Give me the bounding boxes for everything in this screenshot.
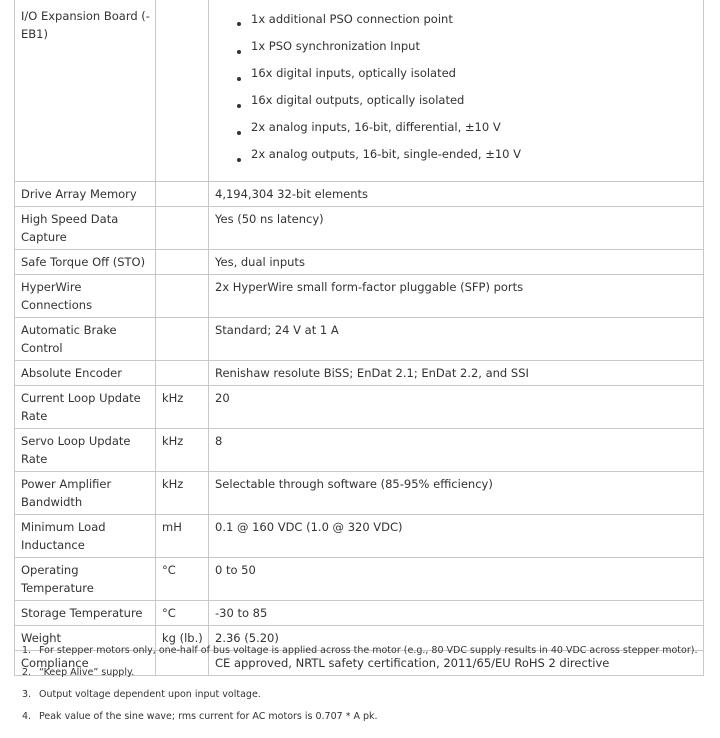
- value-cell: Renishaw resolute BiSS; EnDat 2.1; EnDat 2.2, and SSI: [209, 361, 704, 386]
- value-cell: -30 to 85: [209, 601, 704, 626]
- unit-cell: [156, 318, 209, 361]
- table-row: [15, 250, 704, 275]
- unit-cell: kHz: [156, 472, 209, 515]
- parameter-cell: I/O Expansion Board (-EB1): [15, 0, 156, 182]
- value-cell: CE approved, NRTL safety certification, 2011/65/EU RoHS 2 directive: [209, 651, 704, 676]
- table-row: [15, 558, 704, 601]
- parameter-cell: Drive Array Memory: [15, 182, 156, 207]
- footnotes-list: [22, 642, 697, 730]
- footnote-number: 1.: [22, 645, 32, 656]
- unit-cell: °C: [156, 558, 209, 601]
- table-row: [15, 0, 704, 182]
- parameter-cell: Compliance: [15, 651, 156, 676]
- value-cell: Yes (50 ns latency): [209, 207, 704, 250]
- value-cell: 2x HyperWire small form-factor pluggable (SFP) ports: [209, 275, 704, 318]
- unit-cell: mH: [156, 515, 209, 558]
- footnote-number: 2.: [22, 667, 32, 678]
- table-row: [15, 601, 704, 626]
- unit-cell: kHz: [156, 429, 209, 472]
- parameter-cell: High Speed Data Capture: [15, 207, 156, 250]
- value-cell: 2.36 (5.20): [209, 626, 704, 651]
- list-item: 2x analog inputs, 16-bit, differential, ±10 V: [237, 118, 698, 145]
- footnote: [22, 642, 697, 664]
- parameter-cell: Weight: [15, 626, 156, 651]
- specifications-table: [14, 0, 704, 676]
- table-row: [15, 318, 704, 361]
- unit-cell: kHz: [156, 386, 209, 429]
- list-item: 16x digital outputs, optically isolated: [237, 91, 698, 118]
- parameter-cell: Current Loop Update Rate: [15, 386, 156, 429]
- footnote-text: Output voltage dependent upon input voltage.: [39, 689, 261, 700]
- value-cell: Yes, dual inputs: [209, 250, 704, 275]
- table-row: [15, 472, 704, 515]
- table-row: [15, 429, 704, 472]
- bullet-icon: [237, 104, 241, 108]
- unit-cell: [156, 207, 209, 250]
- footnote: [22, 686, 697, 708]
- unit-cell: [156, 361, 209, 386]
- table-row: [15, 361, 704, 386]
- unit-cell: °C: [156, 601, 209, 626]
- value-cell: 0 to 50: [209, 558, 704, 601]
- list-item: 16x digital inputs, optically isolated: [237, 64, 698, 91]
- unit-cell: [156, 275, 209, 318]
- footnote-number: 3.: [22, 689, 32, 700]
- bullet-icon: [237, 158, 241, 162]
- footnote-number: 4.: [22, 711, 32, 722]
- parameter-cell: Minimum Load Inductance: [15, 515, 156, 558]
- parameter-cell: Absolute Encoder: [15, 361, 156, 386]
- footnote: [22, 708, 697, 730]
- value-cell: 8: [209, 429, 704, 472]
- footnote: [22, 664, 697, 686]
- io-expansion-feature-list: [215, 7, 698, 178]
- bullet-icon: [237, 22, 241, 26]
- list-item: 2x analog outputs, 16-bit, single-ended, ±10 V: [237, 145, 698, 172]
- unit-cell: kg (lb.): [156, 626, 209, 651]
- bullet-icon: [237, 50, 241, 54]
- value-cell: [209, 0, 704, 182]
- value-cell: Standard; 24 V at 1 A: [209, 318, 704, 361]
- parameter-cell: Automatic Brake Control: [15, 318, 156, 361]
- parameter-cell: HyperWire Connections: [15, 275, 156, 318]
- parameter-cell: Servo Loop Update Rate: [15, 429, 156, 472]
- bullet-icon: [237, 77, 241, 81]
- parameter-cell: Storage Temperature: [15, 601, 156, 626]
- value-cell: 4,194,304 32-bit elements: [209, 182, 704, 207]
- footnote-text: Peak value of the sine wave; rms current for AC motors is 0.707 * A pk.: [39, 711, 378, 722]
- parameter-cell: Operating Temperature: [15, 558, 156, 601]
- table-row: [15, 182, 704, 207]
- list-item: 1x PSO synchronization Input: [237, 37, 698, 64]
- table-row: [15, 515, 704, 558]
- footnote-text: “Keep Alive” supply.: [39, 667, 135, 678]
- parameter-cell: Safe Torque Off (STO): [15, 250, 156, 275]
- table-row: [15, 275, 704, 318]
- value-cell: Selectable through software (85-95% efficiency): [209, 472, 704, 515]
- parameter-cell: Power Amplifier Bandwidth: [15, 472, 156, 515]
- value-cell: 0.1 @ 160 VDC (1.0 @ 320 VDC): [209, 515, 704, 558]
- footnote-text: For stepper motors only, one-half of bus voltage is applied across the motor (e.g., 80 VDC supply results in 40 VDC across stepper motor).: [39, 645, 698, 656]
- table-row: [15, 386, 704, 429]
- value-cell: 20: [209, 386, 704, 429]
- unit-cell: [156, 182, 209, 207]
- unit-cell: [156, 250, 209, 275]
- table-row: [15, 207, 704, 250]
- list-item: 1x additional PSO connection point: [237, 7, 698, 37]
- bullet-icon: [237, 131, 241, 135]
- unit-cell: [156, 0, 209, 182]
